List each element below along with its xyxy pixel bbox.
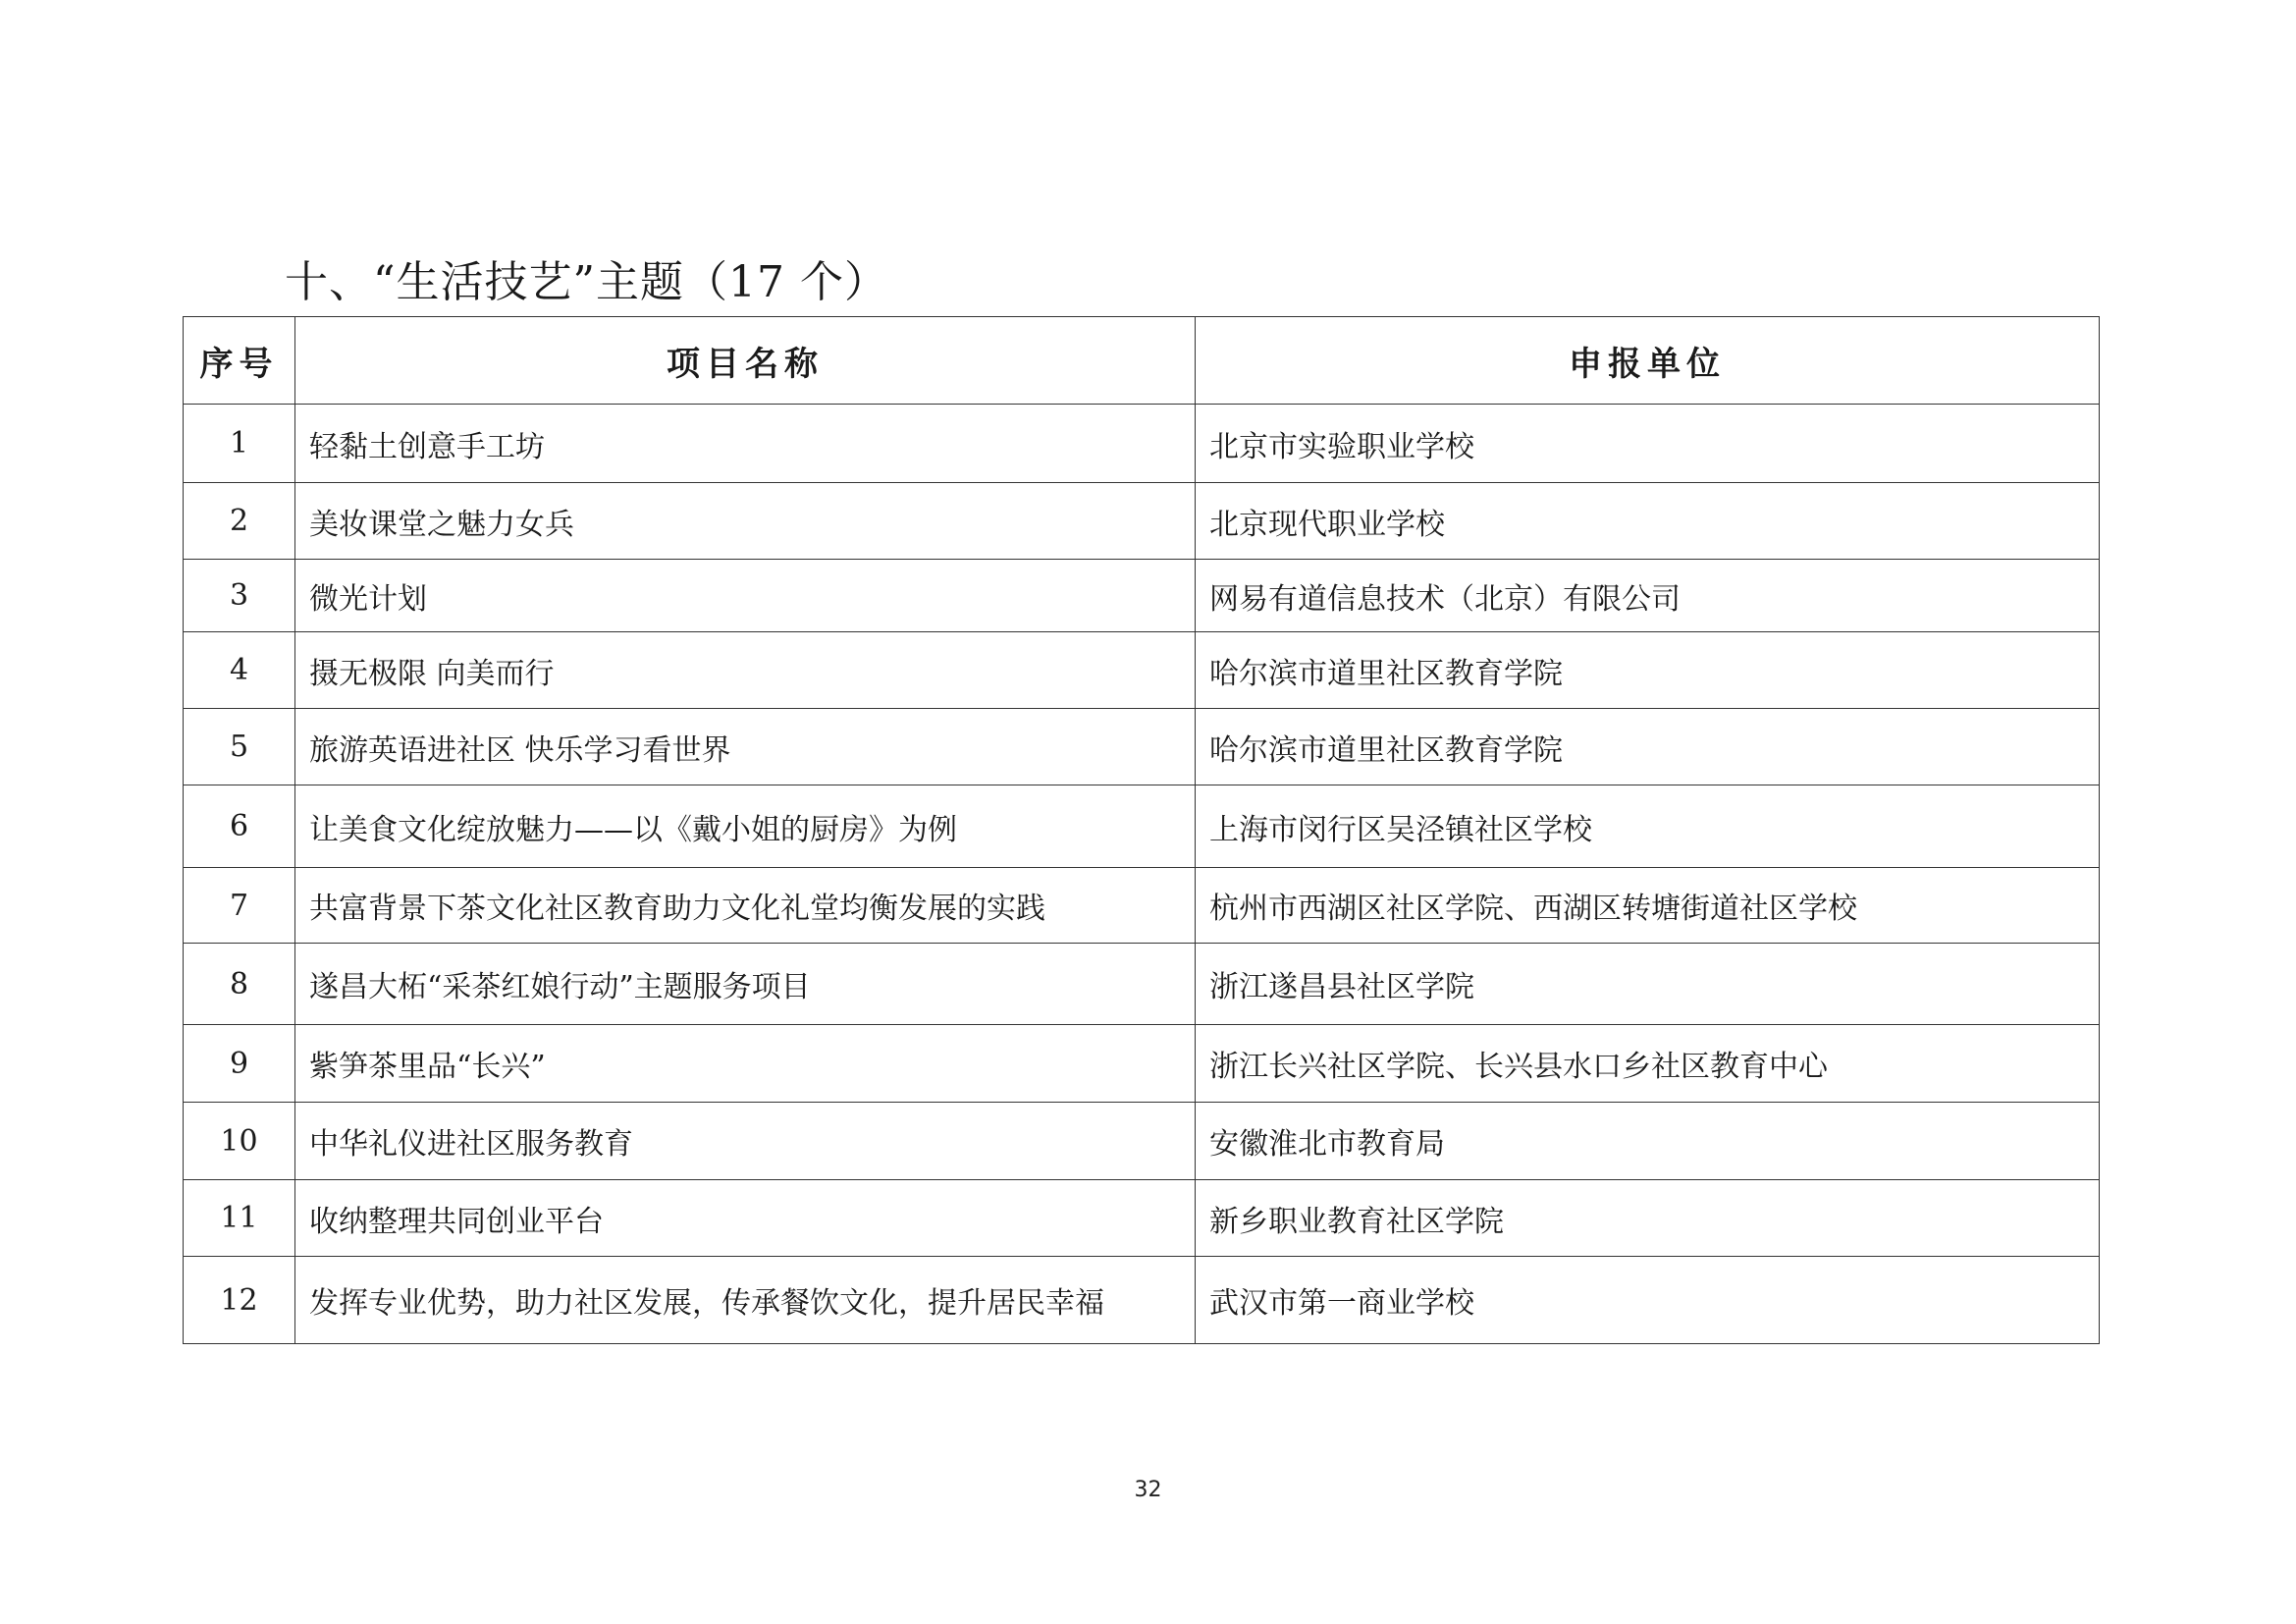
row-project: 轻黏土创意手工坊 — [295, 405, 1196, 483]
row-project: 紫笋茶里品“长兴” — [295, 1025, 1196, 1103]
row-unit: 浙江长兴社区学院、长兴县水口乡社区教育中心 — [1196, 1025, 2100, 1103]
row-project: 中华礼仪进社区服务教育 — [295, 1103, 1196, 1180]
row-index: 10 — [184, 1103, 295, 1180]
projects-table — [183, 316, 2100, 1344]
page-number: 32 — [1134, 1478, 1162, 1502]
table-row — [184, 560, 2100, 632]
column-header-project: 项目名称 — [295, 317, 1196, 405]
table-row — [184, 483, 2100, 560]
row-index: 12 — [184, 1257, 295, 1344]
row-project: 让美食文化绽放魅力——以《戴小姐的厨房》为例 — [295, 785, 1196, 868]
table-row — [184, 1180, 2100, 1257]
row-unit: 安徽淮北市教育局 — [1196, 1103, 2100, 1180]
row-unit: 武汉市第一商业学校 — [1196, 1257, 2100, 1344]
table-row — [184, 785, 2100, 868]
row-unit: 杭州市西湖区社区学院、西湖区转塘街道社区学校 — [1196, 868, 2100, 944]
table-row — [184, 1103, 2100, 1180]
row-index: 2 — [184, 483, 295, 560]
row-index: 3 — [184, 560, 295, 632]
row-project: 遂昌大柘“采茶红娘行动”主题服务项目 — [295, 944, 1196, 1025]
row-project: 旅游英语进社区 快乐学习看世界 — [295, 709, 1196, 785]
table-row — [184, 709, 2100, 785]
row-unit: 北京市实验职业学校 — [1196, 405, 2100, 483]
table-row — [184, 1025, 2100, 1103]
row-index: 4 — [184, 632, 295, 709]
row-project: 美妆课堂之魅力女兵 — [295, 483, 1196, 560]
column-header-index: 序号 — [184, 317, 295, 405]
column-header-unit: 申报单位 — [1196, 317, 2100, 405]
table-row — [184, 868, 2100, 944]
row-project: 微光计划 — [295, 560, 1196, 632]
row-unit: 网易有道信息技术（北京）有限公司 — [1196, 560, 2100, 632]
table-row — [184, 1257, 2100, 1344]
row-unit: 哈尔滨市道里社区教育学院 — [1196, 632, 2100, 709]
row-index: 9 — [184, 1025, 295, 1103]
table-header-row — [184, 317, 2100, 405]
table-row — [184, 944, 2100, 1025]
row-project: 摄无极限 向美而行 — [295, 632, 1196, 709]
row-unit: 上海市闵行区吴泾镇社区学校 — [1196, 785, 2100, 868]
row-index: 1 — [184, 405, 295, 483]
row-project: 收纳整理共同创业平台 — [295, 1180, 1196, 1257]
section-heading: 十、“生活技艺”主题（17 个） — [285, 257, 888, 307]
row-index: 6 — [184, 785, 295, 868]
table-row — [184, 632, 2100, 709]
row-unit: 浙江遂昌县社区学院 — [1196, 944, 2100, 1025]
table-row — [184, 405, 2100, 483]
row-project: 发挥专业优势，助力社区发展，传承餐饮文化，提升居民幸福 — [295, 1257, 1196, 1344]
row-index: 7 — [184, 868, 295, 944]
row-unit: 新乡职业教育社区学院 — [1196, 1180, 2100, 1257]
row-unit: 哈尔滨市道里社区教育学院 — [1196, 709, 2100, 785]
row-unit: 北京现代职业学校 — [1196, 483, 2100, 560]
row-project: 共富背景下茶文化社区教育助力文化礼堂均衡发展的实践 — [295, 868, 1196, 944]
row-index: 11 — [184, 1180, 295, 1257]
row-index: 5 — [184, 709, 295, 785]
row-index: 8 — [184, 944, 295, 1025]
